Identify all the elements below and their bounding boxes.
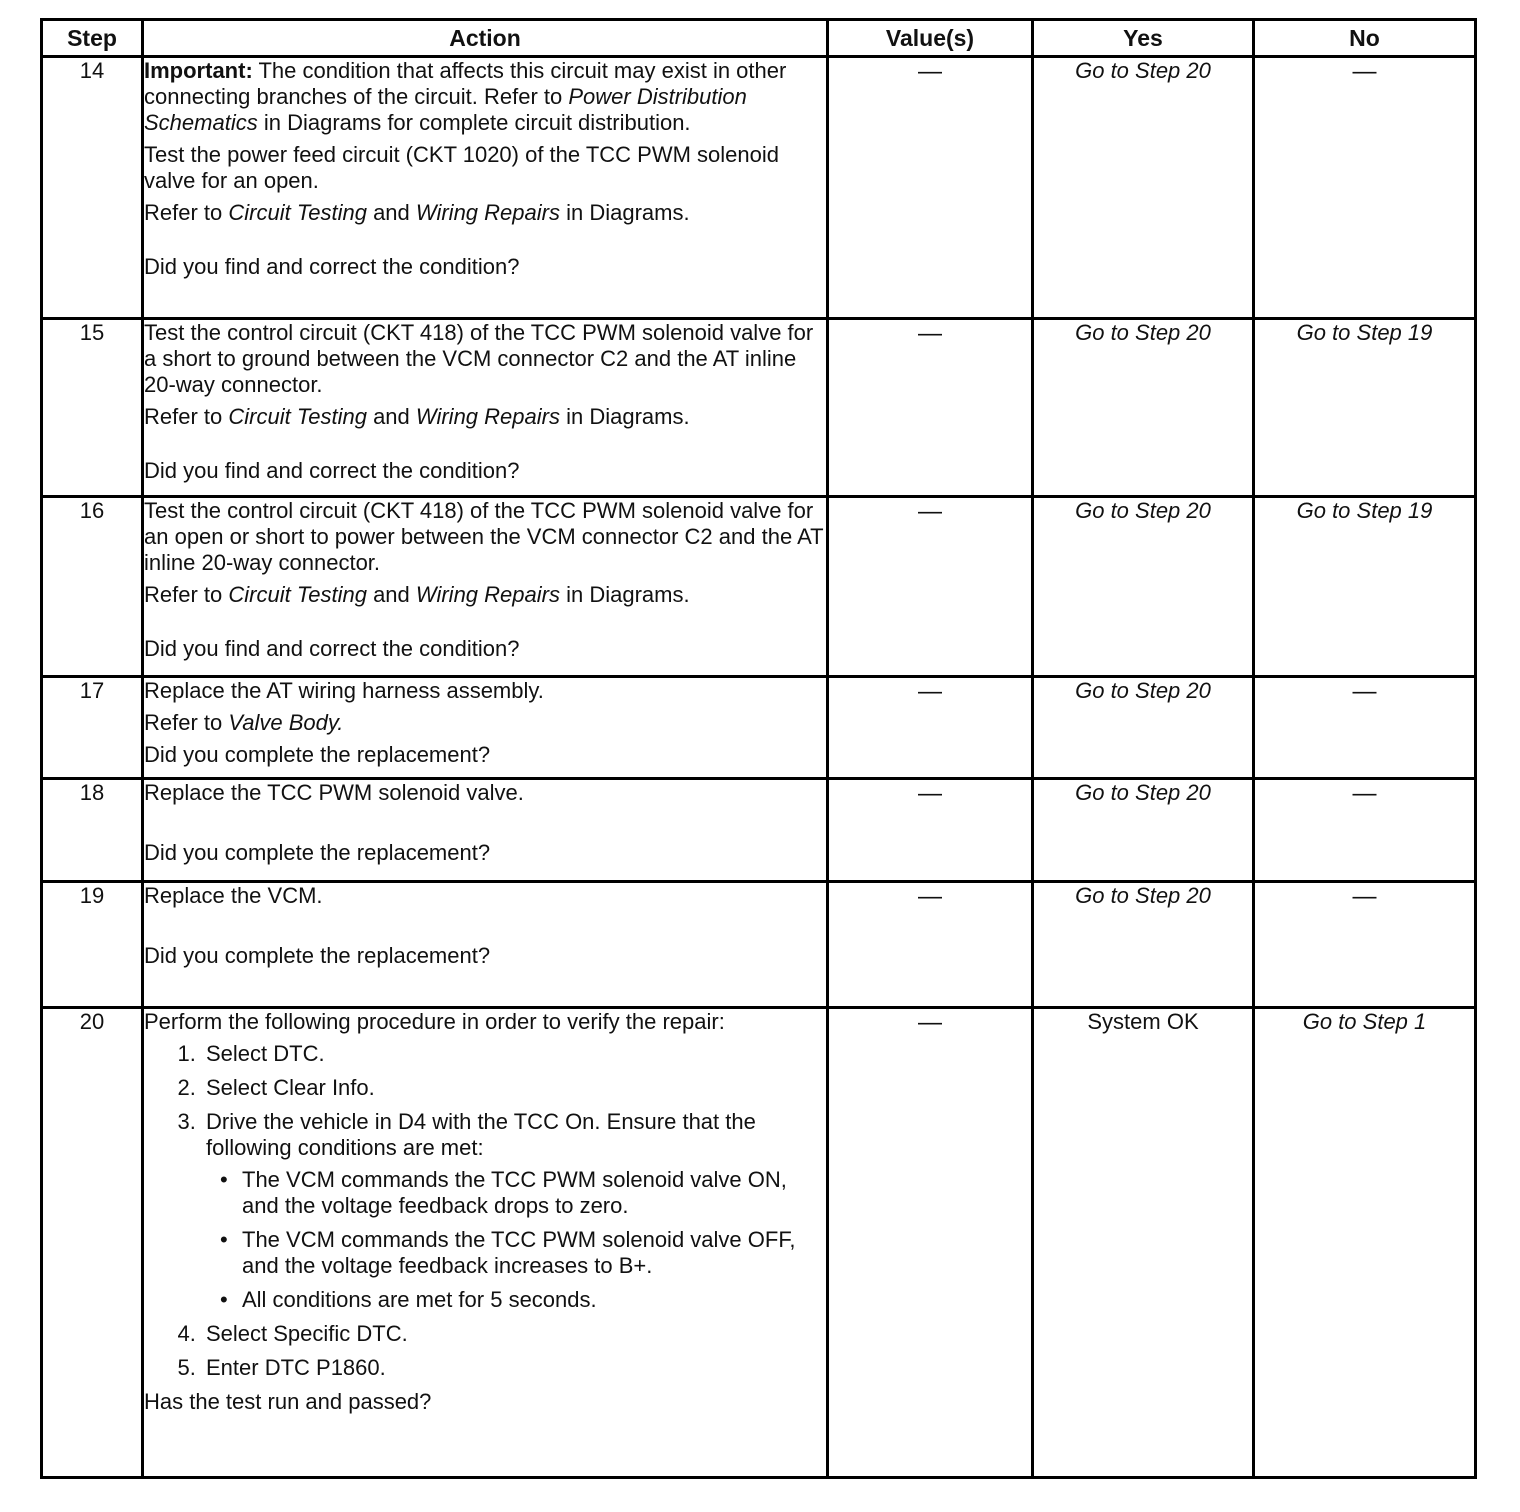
action-text: Test the power feed circuit (CKT 1020) of the TCC PWM solenoid valve for an open. [144, 142, 780, 193]
refer-label: Refer to [144, 200, 229, 225]
action-cell [143, 779, 828, 882]
in-diagrams: in Diagrams. [559, 404, 690, 429]
reference-link: Wiring Repairs [415, 200, 560, 225]
yes-cell: Go to Step 20 [1033, 497, 1254, 677]
step-number: 17 [42, 677, 143, 779]
and-text: and [366, 200, 416, 225]
value-cell: — [828, 497, 1033, 677]
question-text: Did you complete the replacement? [144, 742, 491, 767]
step-number: 16 [42, 497, 143, 677]
action-text: Replace the AT wiring harness assembly. [144, 678, 544, 703]
step-number: 14 [42, 57, 143, 319]
no-cell: Go to Step 19 [1254, 497, 1476, 677]
in-diagrams: in Diagrams. [559, 200, 690, 225]
question-text: Did you find and correct the condition? [144, 636, 520, 661]
important-label: Important: [144, 58, 253, 83]
important-text: The condition that affects this circuit may exist in other connecting branches of the circuit. Refer to [144, 58, 787, 109]
header-step: Step [42, 20, 143, 57]
step-number: 19 [42, 882, 143, 1008]
diagnostic-table [40, 18, 1477, 1479]
no-cell: — [1254, 677, 1476, 779]
reference-link: Valve Body [228, 710, 338, 735]
list-item: 4. Select Specific DTC. [202, 1321, 826, 1347]
header-yes: Yes [1033, 20, 1254, 57]
list-item: 1. Select DTC. [202, 1041, 826, 1067]
bullet-item: • All conditions are met for 5 seconds. [236, 1287, 826, 1313]
reference-link: Wiring Repairs [415, 404, 560, 429]
intro-text: Perform the following procedure in order to verify the repair: [144, 1009, 725, 1034]
step-number: 15 [42, 319, 143, 497]
condition-list [206, 1167, 826, 1313]
list-item: 5. Enter DTC P1860. [202, 1355, 826, 1381]
question-text: Has the test run and passed? [144, 1389, 432, 1414]
header-values: Value(s) [828, 20, 1033, 57]
reference-link: Circuit Testing [228, 582, 367, 607]
question-text: Did you find and correct the condition? [144, 458, 520, 483]
value-cell: — [828, 779, 1033, 882]
bullet-item: • The VCM commands the TCC PWM solenoid valve ON, and the voltage feedback drops to zero. [236, 1167, 826, 1219]
refer-text [144, 582, 826, 608]
no-cell: Go to Step 19 [1254, 319, 1476, 497]
yes-cell: System OK [1033, 1008, 1254, 1478]
action-text: Replace the TCC PWM solenoid valve. [144, 780, 524, 805]
yes-cell: Go to Step 20 [1033, 677, 1254, 779]
refer-text [144, 710, 826, 736]
important-in: in Diagrams for complete circuit distribution. [257, 110, 691, 135]
action-cell [143, 57, 828, 319]
refer-label: Refer to [144, 582, 229, 607]
action-cell [143, 882, 828, 1008]
table-row [42, 319, 1476, 497]
reference-link: Wiring Repairs [415, 582, 560, 607]
header-row [42, 20, 1476, 57]
procedure-list [144, 1041, 826, 1381]
action-text: Test the control circuit (CKT 418) of the TCC PWM solenoid valve for an open or short to power between the VCM connector C2 and the AT inline 20-way connector. [144, 498, 824, 575]
refer-label: Refer to [144, 710, 229, 735]
bullet-item: • The VCM commands the TCC PWM solenoid valve OFF, and the voltage feedback increases to B+. [236, 1227, 826, 1279]
table-row [42, 497, 1476, 677]
no-cell: — [1254, 779, 1476, 882]
reference-link: Power Distribution Schematics [144, 84, 747, 135]
and-text: and [366, 582, 416, 607]
question-text: Did you find and correct the condition? [144, 254, 520, 279]
refer-text [144, 200, 826, 226]
value-cell: — [828, 57, 1033, 319]
action-text: Replace the VCM. [144, 883, 323, 908]
action-cell [143, 1008, 828, 1478]
action-cell [143, 319, 828, 497]
list-item [202, 1109, 826, 1313]
refer-text [144, 404, 826, 430]
action-cell [143, 677, 828, 779]
table-row [42, 677, 1476, 779]
and-text: and [366, 404, 416, 429]
yes-cell: Go to Step 20 [1033, 779, 1254, 882]
table-row [42, 882, 1476, 1008]
yes-cell: Go to Step 20 [1033, 882, 1254, 1008]
question-text: Did you complete the replacement? [144, 840, 491, 865]
step-number: 18 [42, 779, 143, 882]
action-text: Test the control circuit (CKT 418) of the TCC PWM solenoid valve for a short to ground between the VCM connector C2 and the AT inline 20-way connector. [144, 320, 814, 397]
no-cell: — [1254, 882, 1476, 1008]
step-number: 20 [42, 1008, 143, 1478]
refer-label: Refer to [144, 404, 229, 429]
value-cell: — [828, 319, 1033, 497]
header-action: Action [143, 20, 828, 57]
no-cell: — [1254, 57, 1476, 319]
reference-link: Circuit Testing [228, 200, 367, 225]
header-no: No [1254, 20, 1476, 57]
no-cell: Go to Step 1 [1254, 1008, 1476, 1478]
important-note [144, 58, 826, 136]
table-row [42, 779, 1476, 882]
in-diagrams: in Diagrams. [559, 582, 690, 607]
value-cell: — [828, 882, 1033, 1008]
list-item-text: Drive the vehicle in D4 with the TCC On. Ensure that the following conditions are met: [206, 1109, 756, 1160]
table-row [42, 1008, 1476, 1478]
list-item: 2. Select Clear Info. [202, 1075, 826, 1101]
table-row [42, 57, 1476, 319]
question-text: Did you complete the replacement? [144, 943, 491, 968]
refer-end: . [337, 710, 344, 735]
yes-cell: Go to Step 20 [1033, 57, 1254, 319]
action-cell [143, 497, 828, 677]
reference-link: Circuit Testing [228, 404, 367, 429]
value-cell: — [828, 677, 1033, 779]
value-cell: — [828, 1008, 1033, 1478]
yes-cell: Go to Step 20 [1033, 319, 1254, 497]
